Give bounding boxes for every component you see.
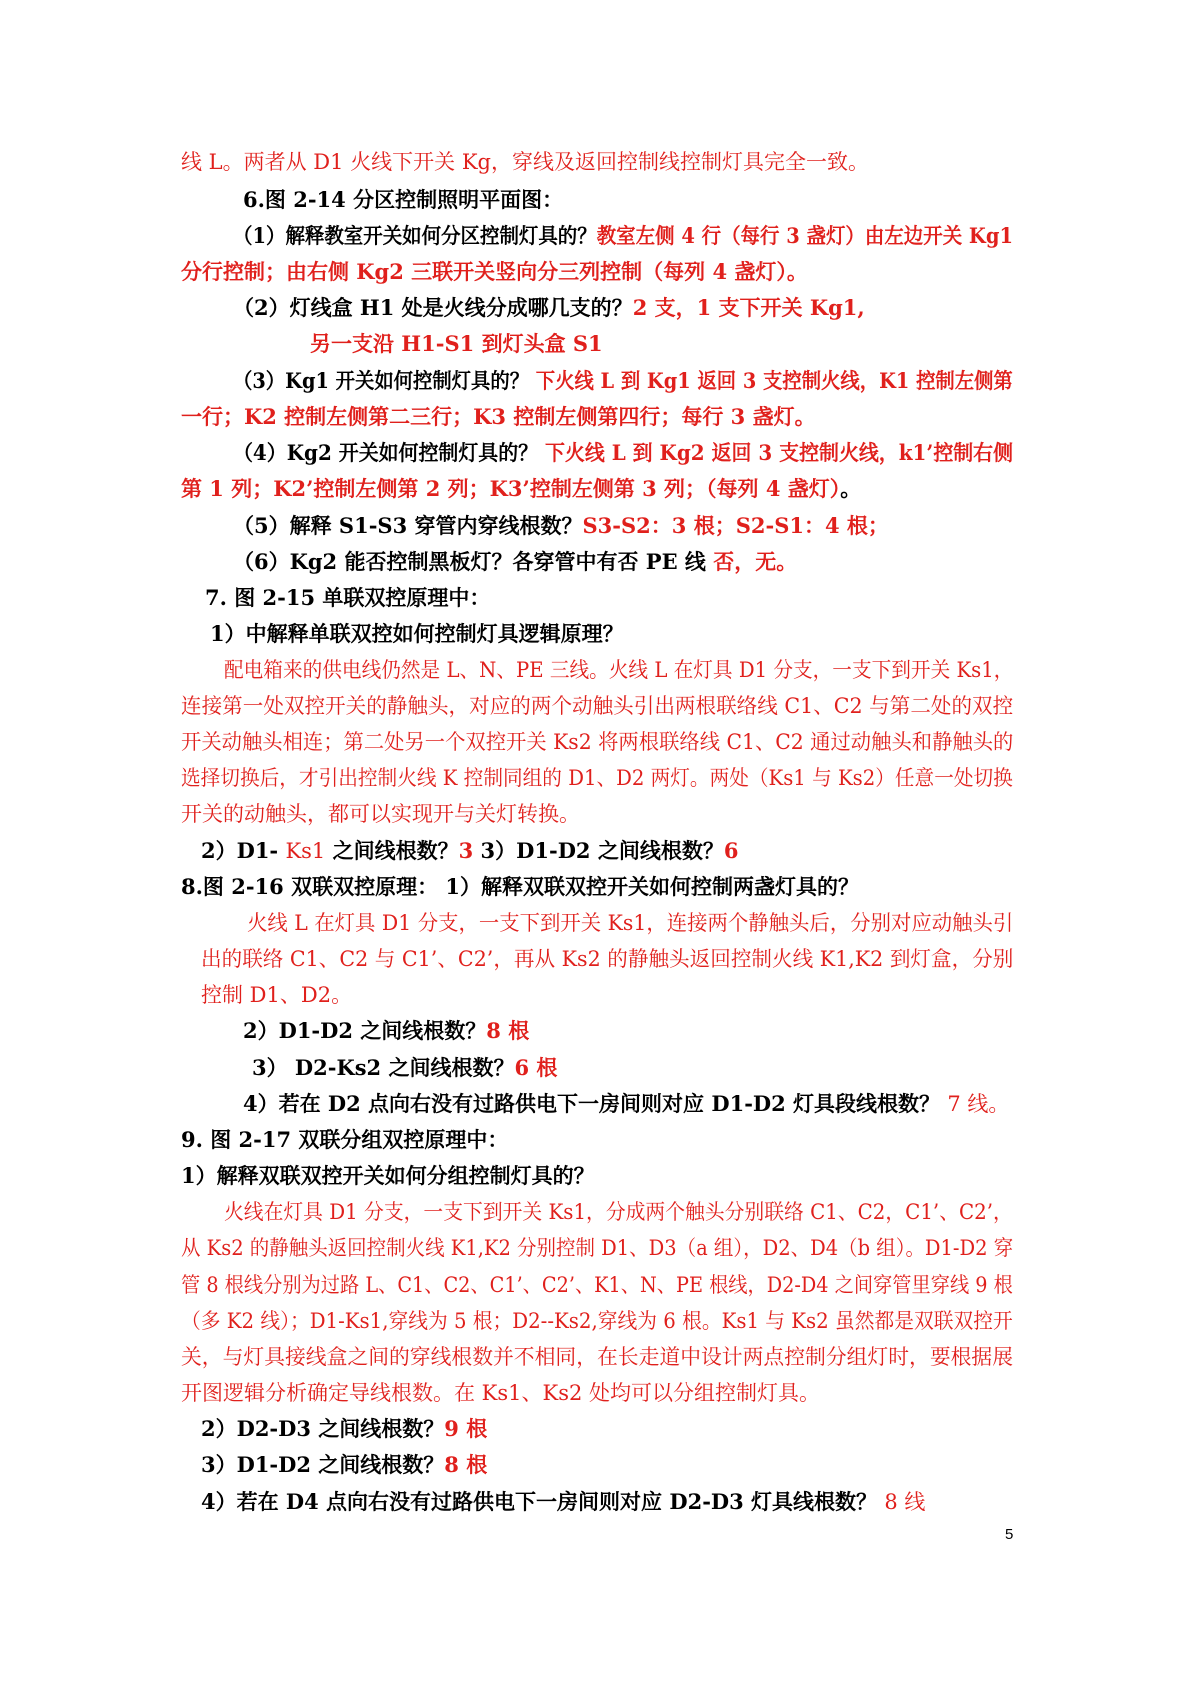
- answer-text: 3: [458, 838, 474, 863]
- text-line: [181, 472, 861, 506]
- answer-text: 9 根: [444, 1416, 488, 1441]
- answer-text: 教室左侧 4 行（每行 3 盏灯）由左边开关 Kg1: [596, 223, 1013, 248]
- text-line: [233, 509, 889, 543]
- question-text: 4）若在 D2 点向右没有过路供电下一房间则对应 D1-D2 灯具段线根数？: [243, 1091, 948, 1116]
- answer-text: 控制 D1、D2。: [201, 983, 353, 1007]
- text-line: [243, 183, 563, 217]
- question-text: 1）解释双联双控开关如何分组控制灯具的？: [181, 1163, 595, 1188]
- text-line: [233, 436, 1013, 470]
- answer-text: 开关的动触头，都可以实现开与关灯转换。: [181, 802, 580, 826]
- question-text: 1）中解释单联双控如何控制灯具逻辑原理？: [210, 621, 624, 646]
- text-line: [181, 1304, 1013, 1338]
- text-line: [181, 1268, 1013, 1302]
- answer-text: 开关动触头相连；第二处另一个双控开关 Ks2 将两根联络线 C1、C2 通过动触头和静触头的: [181, 730, 1014, 754]
- question-text: 3） D2-Ks2 之间线根数？: [252, 1055, 515, 1080]
- text-line: [181, 1123, 508, 1157]
- text-line: [181, 797, 580, 831]
- question-text: （2）灯线盒 H1 处是火线分成哪几支的？: [233, 295, 633, 320]
- answer-text: S3-S2：3 根；S2-S1：4 根；: [582, 513, 889, 538]
- text-line: [181, 725, 1013, 759]
- text-line: [205, 581, 490, 615]
- question-text: （1）解释教室开关如何分区控制灯具的？: [233, 223, 597, 248]
- text-line: [224, 1195, 1013, 1229]
- text-line: [181, 255, 808, 289]
- text-line: [201, 834, 738, 868]
- text-line: [181, 145, 869, 179]
- answer-text: 火线在灯具 D1 分支，一支下到开关 Ks1，分成两个触头分别联络 C1、C2，C1’、C2’，: [224, 1200, 1013, 1224]
- text-line: [181, 1159, 595, 1193]
- text-line: [233, 291, 865, 325]
- answer-text: 8 根: [444, 1452, 488, 1477]
- question-text: 2）D1-: [201, 838, 286, 863]
- question-text: （5）解释 S1-S3 穿管内穿线根数？: [233, 513, 583, 538]
- question-text: 9. 图 2-17 双联分组双控原理中：: [181, 1127, 509, 1152]
- text-line: [243, 1087, 1009, 1121]
- answer-text: 2 支，1 支下开关 Kg1,: [632, 295, 865, 320]
- answer-text: 下火线 L 到 Kg1 返回 3 支控制火线，K1 控制左侧第: [535, 368, 1013, 393]
- question-text: 8.图 2-16 双联双控原理： 1）解释双联双控开关如何控制两盏灯具的？: [181, 874, 860, 899]
- question-text: （6）Kg2 能否控制黑板灯？各穿管中有否 PE 线: [233, 549, 714, 574]
- text-line: [181, 400, 816, 434]
- answer-text: 连接第一处双控开关的静触头，对应的两个动触头引出两根联络线 C1、C2 与第二处的双控: [181, 694, 1014, 718]
- answer-text: 6 根: [514, 1055, 558, 1080]
- answer-text: （多 K2 线）；D1-Ks1,穿线为 5 根；D2--Ks2,穿线为 6 根。Ks1 与 Ks2 虽然都是双联双控开: [181, 1309, 1013, 1333]
- text-line: [201, 1485, 925, 1519]
- text-line: [233, 219, 1013, 253]
- answer-text: 6: [723, 838, 739, 863]
- answer-text: 选择切换后，才引出控制火线 K 控制同组的 D1、D2 两灯。两处（Ks1 与 Ks2）任意一处切换: [181, 766, 1013, 790]
- question-text: 之间线根数？: [325, 838, 459, 863]
- answer-text: 一行；K2 控制左侧第二三行；K3 控制左侧第四行；每行 3 盏灯。: [181, 404, 816, 429]
- answer-text: 火线 L 在灯具 D1 分支，一支下到开关 Ks1，连接两个静触头后，分别对应动触头引: [247, 911, 1014, 935]
- text-line: [181, 1231, 1013, 1265]
- answer-text: Ks1: [285, 839, 326, 863]
- text-line: [233, 364, 1013, 398]
- text-line: [201, 978, 352, 1012]
- answer-text: 管 8 根线分别为过路 L、C1、C2、C1’、C2’、K1、N、PE 根线，D2-D4 之间穿管里穿线 9 根: [181, 1273, 1013, 1297]
- question-text: 3）D1-D2 之间线根数？: [201, 1452, 445, 1477]
- text-line: [181, 761, 1013, 795]
- answer-text: 8 根: [486, 1018, 530, 1043]
- answer-text: 下火线 L 到 Kg2 返回 3 支控制火线，k1’控制右侧: [544, 440, 1014, 465]
- answer-text: 线 L。两者从 D1 火线下开关 Kg，穿线及返回控制线控制灯具完全一致。: [181, 150, 869, 174]
- question-text: （3）Kg1 开关如何控制灯具的？: [233, 368, 536, 393]
- page-number: 5: [1005, 1526, 1014, 1543]
- text-line: [181, 1376, 820, 1410]
- text-line: [247, 906, 1013, 940]
- text-line: [233, 545, 797, 579]
- text-line: [181, 1340, 1013, 1374]
- question-text: 2）D1-D2 之间线根数？: [243, 1018, 487, 1043]
- text-line: [210, 617, 624, 651]
- answer-text: 8 线: [884, 1490, 926, 1514]
- text-line: [181, 870, 859, 904]
- text-line: [201, 1448, 487, 1482]
- question-text: 4）若在 D4 点向右没有过路供电下一房间则对应 D2-D3 灯具线根数？: [201, 1489, 885, 1514]
- answer-text: 关，与灯具接线盒之间的穿线根数并不相同，在长走道中设计两点控制分组灯时，要根据展: [181, 1345, 1014, 1369]
- question-text: 6.图 2-14 分区控制照明平面图：: [243, 187, 564, 212]
- answer-text: 配电箱来的供电线仍然是 L、N、PE 三线。火线 L 在灯具 D1 分支，一支下到开关 Ks1，: [224, 658, 1014, 682]
- answer-text: 7 线。: [947, 1092, 1010, 1116]
- text-line: [243, 1014, 529, 1048]
- answer-text: 开图逻辑分析确定导线根数。在 Ks1、Ks2 处均可以分组控制灯具。: [181, 1381, 821, 1405]
- question-text: （4）Kg2 开关如何控制灯具的？: [233, 440, 545, 465]
- text-line: [310, 327, 603, 361]
- question-text: 2）D2-D3 之间线根数？: [201, 1416, 445, 1441]
- text-line: [224, 653, 1013, 687]
- answer-text: 另一支沿 H1-S1 到灯头盒 S1: [310, 331, 603, 356]
- answer-text: 第 1 列；K2’控制左侧第 2 列；K3’控制左侧第 3 列；（每列 4 盏灯）: [181, 476, 841, 501]
- text-line: [201, 942, 1013, 976]
- answer-text: 分行控制；由右侧 Kg2 三联开关竖向分三列控制（每列 4 盏灯）。: [181, 259, 808, 284]
- answer-text: 出的联络 C1、C2 与 C1’、C2’，再从 Ks2 的静触头返回控制火线 K1,K2 到灯盒，分别: [201, 947, 1014, 971]
- answer-text: 否，无。: [713, 549, 798, 574]
- text-line: [201, 1412, 487, 1446]
- question-text: 3）D1-D2 之间线根数？: [473, 838, 724, 863]
- text-line: [181, 689, 1013, 723]
- question-text: 7. 图 2-15 单联双控原理中：: [205, 585, 491, 610]
- answer-text: 从 Ks2 的静触头返回控制火线 K1,K2 分别控制 D1、D3（a 组），D2、D4（b 组）。D1-D2 穿: [181, 1236, 1014, 1260]
- text-line: [252, 1051, 557, 1085]
- question-text: 。: [840, 476, 862, 501]
